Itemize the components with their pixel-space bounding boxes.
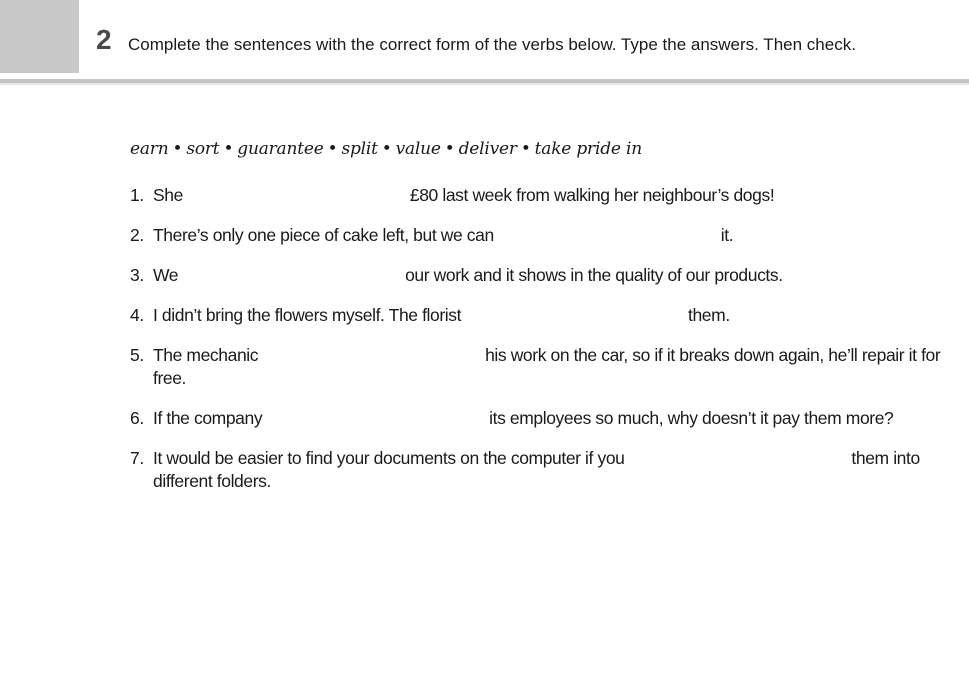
sentence-item	[130, 304, 950, 327]
sentence-text-after: them into different folders.	[153, 448, 920, 491]
word-box-item: guarantee	[237, 139, 324, 159]
sentence-item	[130, 224, 950, 247]
word-separator: •	[520, 139, 531, 159]
word-box-item: earn	[130, 139, 169, 159]
sentence-item	[130, 407, 950, 430]
word-separator: •	[381, 139, 392, 159]
sentence-list	[130, 184, 950, 510]
sentence-number: 7.	[130, 448, 144, 468]
word-box	[130, 138, 642, 160]
sentence-item	[130, 264, 950, 287]
sentence-number: 4.	[130, 305, 144, 325]
sentence-number: 1.	[130, 185, 144, 205]
sentence-number: 2.	[130, 225, 144, 245]
sentence-text-before: We	[153, 265, 179, 285]
word-box-item: deliver	[458, 139, 517, 159]
sentence-text-after: £80 last week from walking her neighbour’s dogs!	[409, 185, 775, 205]
sentence-number: 3.	[130, 265, 144, 285]
header-corner-block	[0, 0, 79, 73]
answer-input-1[interactable]	[187, 187, 405, 207]
sentence-text-after: its employees so much, why doesn’t it pay them more?	[489, 408, 894, 428]
answer-input-3[interactable]	[183, 267, 401, 287]
sentence-text-before: There’s only one piece of cake left, but we can	[153, 225, 494, 245]
sentence-item	[130, 447, 950, 493]
sentence-item	[130, 184, 950, 207]
answer-input-6[interactable]	[267, 410, 485, 430]
sentence-text-after: our work and it shows in the quality of our products.	[405, 265, 783, 285]
sentence-text-after: it.	[720, 225, 734, 245]
sentence-text-before: The mechanic	[153, 345, 259, 365]
exercise-number: 2	[96, 24, 112, 55]
word-box-item: value	[395, 139, 441, 159]
word-separator: •	[327, 139, 338, 159]
sentence-item	[130, 344, 950, 390]
word-box-item: sort	[186, 139, 220, 159]
word-separator: •	[444, 139, 455, 159]
sentence-number: 6.	[130, 408, 144, 428]
sentence-text-before: It would be easier to find your documents on the computer if you	[153, 448, 625, 468]
answer-input-4[interactable]	[466, 307, 684, 327]
sentence-text-before: If the company	[153, 408, 263, 428]
header-divider-shadow	[0, 83, 969, 85]
word-separator: •	[223, 139, 234, 159]
word-separator: •	[172, 139, 183, 159]
exercise-instruction: Complete the sentences with the correct form of the verbs below. Type the answers. Then check.	[128, 35, 856, 54]
word-box-item: take pride in	[534, 139, 642, 159]
word-box-item: split	[341, 139, 378, 159]
sentence-text-after: his work on the car, so if it breaks down again, he’ll repair it for free.	[153, 345, 941, 388]
sentence-text-after: them.	[688, 305, 730, 325]
answer-input-2[interactable]	[498, 227, 716, 247]
sentence-number: 5.	[130, 345, 144, 365]
answer-input-7[interactable]	[629, 450, 847, 470]
answer-input-5[interactable]	[263, 347, 481, 367]
sentence-text-before: She	[153, 185, 183, 205]
sentence-text-before: I didn’t bring the flowers myself. The florist	[153, 305, 462, 325]
